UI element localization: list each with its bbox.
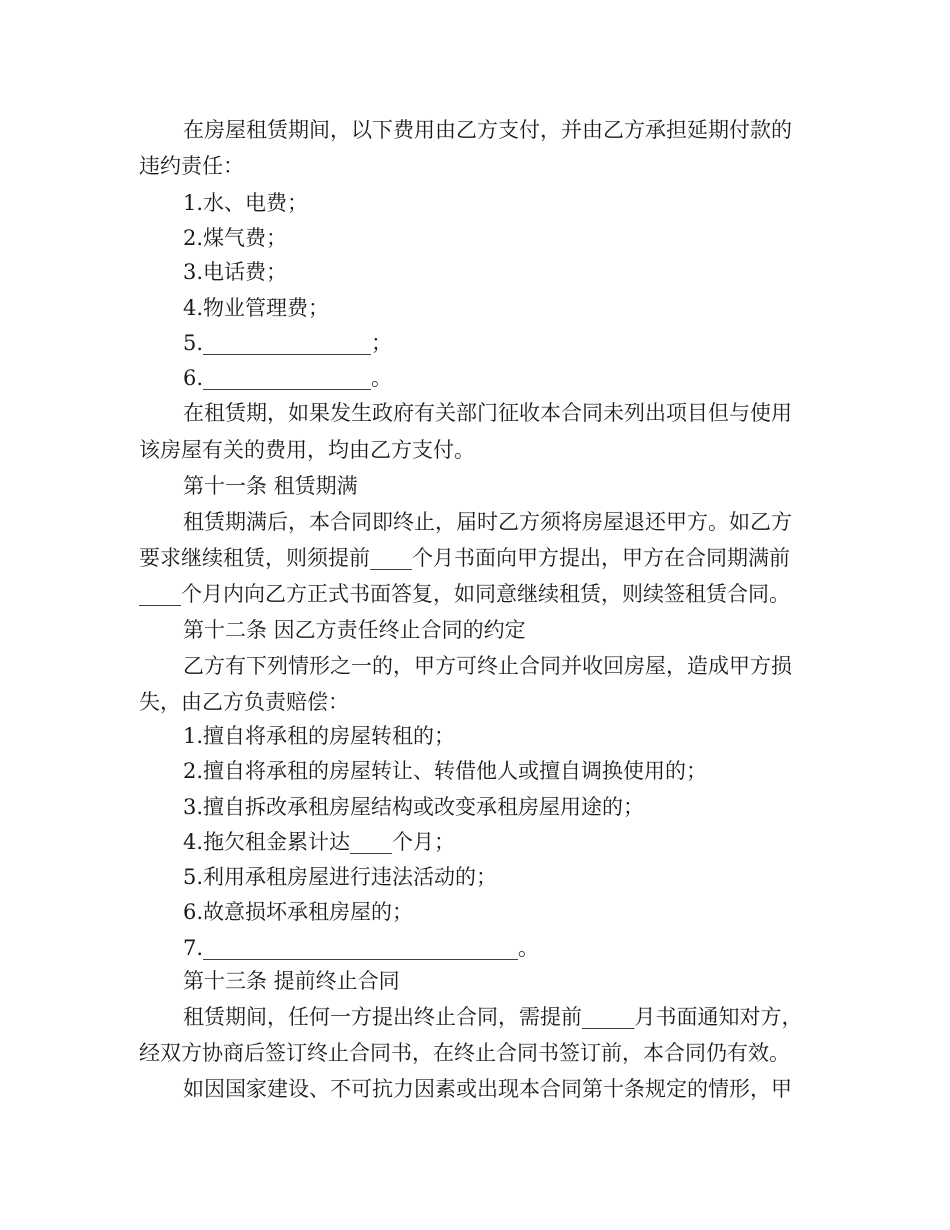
paragraph-line: 违约责任： xyxy=(139,154,244,178)
list-item: 2.煤气费； xyxy=(183,226,288,250)
paragraph-line: 如因国家建设、不可抗力因素或出现本合同第十条规定的情形，甲 xyxy=(183,1077,792,1101)
list-item: 1.水、电费； xyxy=(183,191,309,215)
list-item-blank: 5.________________； xyxy=(183,331,393,355)
paragraph-line: 在房屋租赁期间，以下费用由乙方支付，并由乙方承担延期付款的 xyxy=(183,118,792,142)
section-heading: 第十一条 租赁期满 xyxy=(183,474,358,498)
paragraph-line: 失，由乙方负责赔偿： xyxy=(139,690,349,714)
paragraph-line: 乙方有下列情形之一的，甲方可终止合同并收回房屋，造成甲方损 xyxy=(183,654,792,678)
list-item: 4.拖欠租金累计达____个月； xyxy=(183,830,456,854)
list-item: 1.擅自将承租的房屋转租的； xyxy=(183,724,456,748)
list-item-blank: 7.______________________________。 xyxy=(183,936,540,960)
list-item: 3.擅自拆改承租房屋结构或改变承租房屋用途的； xyxy=(183,795,645,819)
paragraph-line: 该房屋有关的费用，均由乙方支付。 xyxy=(139,438,475,462)
list-item-blank: 6.________________。 xyxy=(183,366,393,390)
list-item: 6.故意损坏承租房屋的； xyxy=(183,900,414,924)
paragraph-line: 经双方协商后签订终止合同书，在终止合同书签订前，本合同仍有效。 xyxy=(139,1041,790,1065)
section-heading: 第十二条 因乙方责任终止合同的约定 xyxy=(183,618,526,642)
list-item: 3.电话费； xyxy=(183,260,288,284)
paragraph-line: 要求继续租赁，则须提前____个月书面向甲方提出，甲方在合同期满前 xyxy=(139,546,790,570)
list-item: 2.擅自将承租的房屋转让、转借他人或擅自调换使用的； xyxy=(183,759,708,783)
paragraph-line: 在租赁期，如果发生政府有关部门征收本合同未列出项目但与使用 xyxy=(183,401,792,425)
list-item: 4.物业管理费； xyxy=(183,296,330,320)
paragraph-line: ____个月内向乙方正式书面答复，如同意继续租赁，则续签租赁合同。 xyxy=(139,582,790,606)
section-heading: 第十三条 提前终止合同 xyxy=(183,969,400,993)
paragraph-line: 租赁期满后，本合同即终止，届时乙方须将房屋退还甲方。如乙方 xyxy=(183,510,792,534)
paragraph-line: 租赁期间，任何一方提出终止合同，需提前_____月书面通知对方， xyxy=(183,1005,803,1029)
list-item: 5.利用承租房屋进行违法活动的； xyxy=(183,865,498,889)
